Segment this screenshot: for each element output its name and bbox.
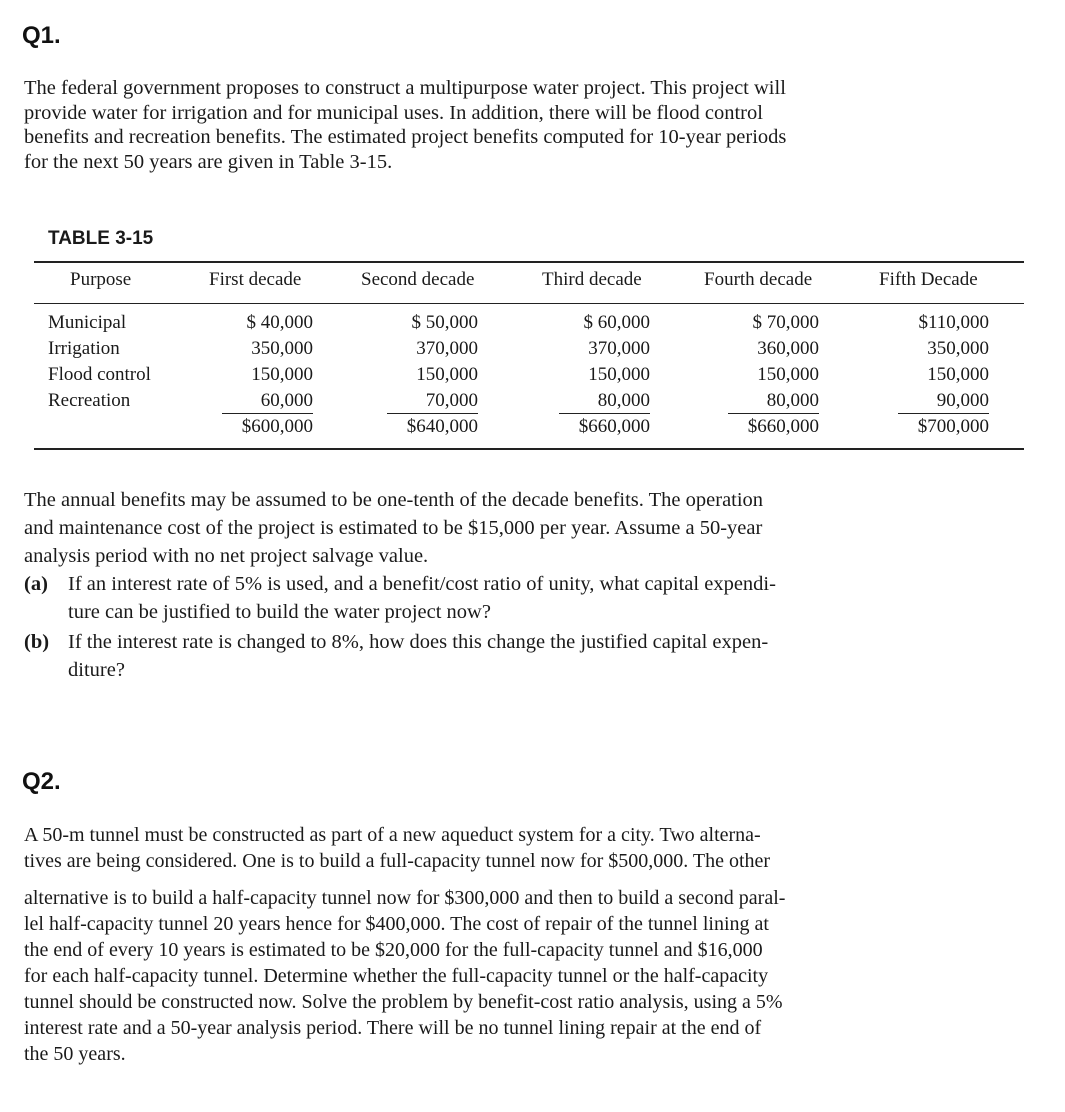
header-third-decade: Third decade xyxy=(542,269,642,290)
total-cell: $600,000 xyxy=(241,416,313,437)
text-line: tunnel should be constructed now. Solve the problem by benefit-cost ratio analysis, using a 5% xyxy=(24,991,783,1013)
text-line: the end of every 10 years is estimated to be $20,000 for the full-capacity tunnel and $16,000 xyxy=(24,939,763,961)
text-line: alternative is to build a half-capacity tunnel now for $300,000 and then to build a second paral- xyxy=(24,887,786,909)
text-line: the 50 years. xyxy=(24,1043,126,1065)
table-cell: 70,000 xyxy=(425,390,478,411)
table-cell: 360,000 xyxy=(757,338,819,359)
table-bottom-rule xyxy=(34,448,1024,450)
text-line: for each half-capacity tunnel. Determine whether the full-capacity tunnel or the half-capacity xyxy=(24,965,769,987)
total-cell: $640,000 xyxy=(406,416,478,437)
q1-part-b xyxy=(24,628,768,684)
total-cell: $660,000 xyxy=(578,416,650,437)
text-line: A 50-m tunnel must be constructed as part of a new aqueduct system for a city. Two alterna- xyxy=(24,824,761,846)
table-cell: $110,000 xyxy=(918,312,989,333)
sum-rule xyxy=(728,413,819,414)
table-title: TABLE 3-15 xyxy=(48,228,154,249)
total-cell: $700,000 xyxy=(917,416,989,437)
text-line: for the next 50 years are given in Table 3-15. xyxy=(24,150,393,173)
table-top-rule xyxy=(34,261,1024,263)
q1-part-a xyxy=(24,570,776,626)
sum-rule xyxy=(222,413,313,414)
header-fifth-decade: Fifth Decade xyxy=(879,269,978,290)
table-cell: 350,000 xyxy=(251,338,313,359)
text-line: The annual benefits may be assumed to be one-tenth of the decade benefits. The operation xyxy=(24,489,764,511)
q2-heading: Q2. xyxy=(22,768,61,795)
table-cell: 80,000 xyxy=(766,390,819,411)
part-a-text: If an interest rate of 5% is used, and a benefit/cost ratio of unity, what capital expendi- xyxy=(68,573,776,595)
table-cell: $ 60,000 xyxy=(583,312,650,333)
text-line: interest rate and a 50-year analysis period. There will be no tunnel lining repair at the end of xyxy=(24,1017,762,1039)
table-cell: 370,000 xyxy=(416,338,478,359)
header-second-decade: Second decade xyxy=(361,269,475,290)
table-cell: 350,000 xyxy=(927,338,989,359)
total-cell: $660,000 xyxy=(747,416,819,437)
table-cell: $ 40,000 xyxy=(246,312,313,333)
part-a-label: (a) xyxy=(24,573,48,595)
text-line: The federal government proposes to construct a multipurpose water project. This project will xyxy=(24,77,786,99)
row-label-recreation: Recreation xyxy=(48,390,131,411)
header-first-decade: First decade xyxy=(209,269,302,290)
row-label-irrigation: Irrigation xyxy=(48,338,120,359)
text-line: and maintenance cost of the project is estimated to be $15,000 per year. Assume a 50-year xyxy=(24,517,763,539)
table-cell: 150,000 xyxy=(927,364,989,385)
sum-rule xyxy=(559,413,650,414)
text-line: benefits and recreation benefits. The estimated project benefits computed for 10-year periods xyxy=(24,126,787,148)
header-purpose: Purpose xyxy=(70,269,132,290)
row-label-flood-control: Flood control xyxy=(48,364,151,385)
text-line: lel half-capacity tunnel 20 years hence for $400,000. The cost of repair of the tunnel lining at xyxy=(24,913,769,935)
table-cell: 90,000 xyxy=(936,390,989,411)
sum-rule xyxy=(387,413,478,414)
row-label-municipal: Municipal xyxy=(48,312,127,333)
q1-heading: Q1. xyxy=(22,22,61,49)
text-line: provide water for irrigation and for municipal uses. In addition, there will be flood control xyxy=(24,101,763,124)
sum-rule xyxy=(898,413,989,414)
table-cell: $ 70,000 xyxy=(752,312,819,333)
table-cell: 150,000 xyxy=(588,364,650,385)
table-cell: 150,000 xyxy=(757,364,819,385)
text-line: tives are being considered. One is to build a full-capacity tunnel now for $500,000. The other xyxy=(24,850,771,872)
q2-body xyxy=(24,885,785,1067)
q2-intro xyxy=(24,822,770,874)
table-cell: 150,000 xyxy=(416,364,478,385)
table-header-rule xyxy=(34,303,1024,304)
header-fourth-decade: Fourth decade xyxy=(704,269,813,290)
q1-intro xyxy=(24,76,786,174)
part-b-label: (b) xyxy=(24,631,50,653)
part-b-text-cont: diture? xyxy=(68,659,125,681)
part-b-text: If the interest rate is changed to 8%, how does this change the justified capital expen- xyxy=(68,631,769,653)
q1-body xyxy=(24,486,763,570)
text-line: analysis period with no net project salvage value. xyxy=(24,545,429,567)
part-a-text-cont: ture can be justified to build the water project now? xyxy=(68,601,491,623)
table-cell: 370,000 xyxy=(588,338,650,359)
table-cell: 60,000 xyxy=(260,390,313,411)
table-cell: 80,000 xyxy=(597,390,650,411)
table-cell: $ 50,000 xyxy=(411,312,478,333)
table-cell: 150,000 xyxy=(251,364,313,385)
